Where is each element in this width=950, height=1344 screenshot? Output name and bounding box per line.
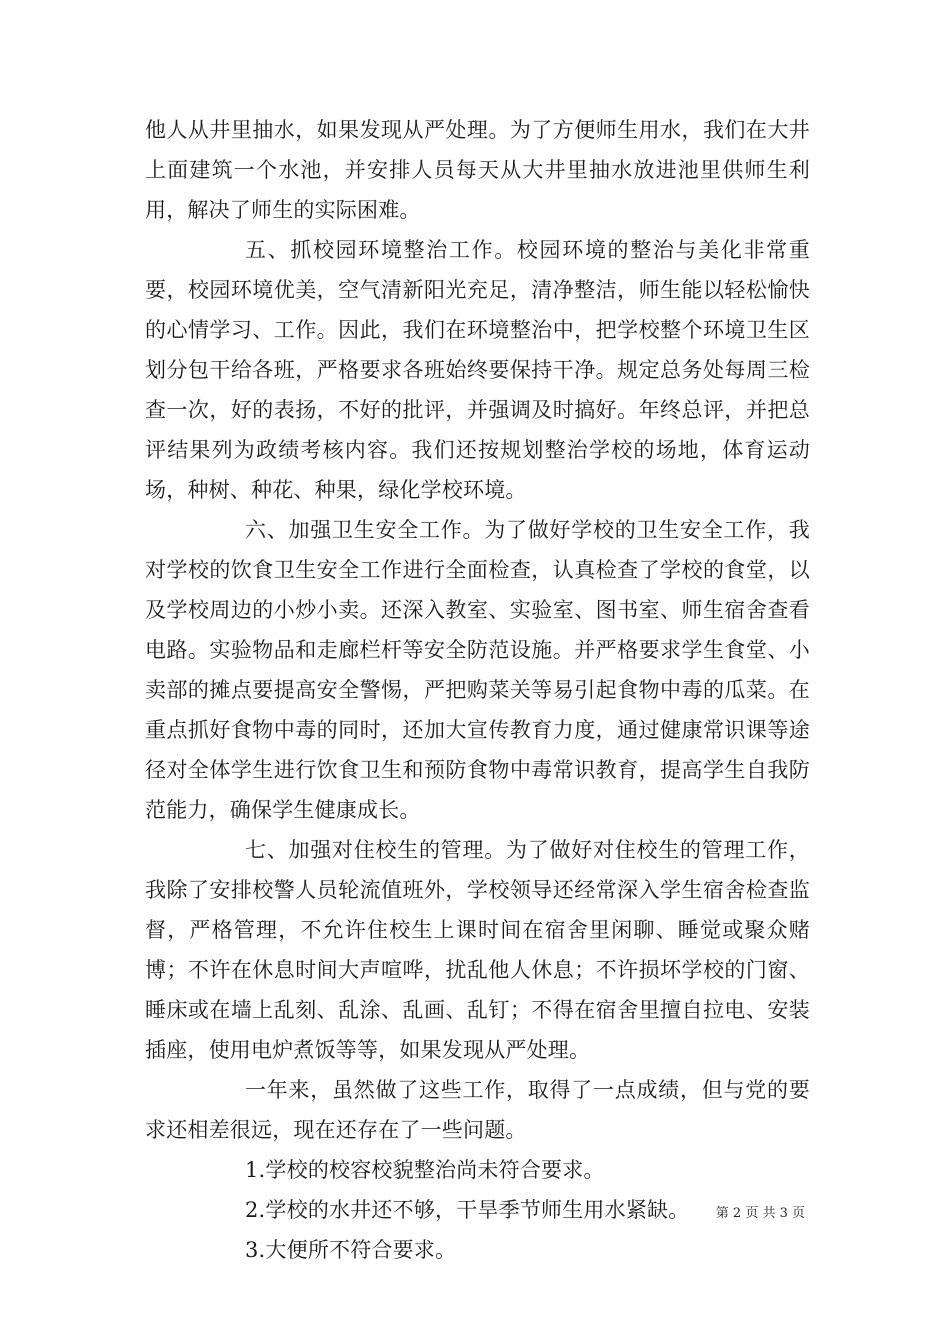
list-item: 1.学校的校容校貌整治尚未符合要求。 — [245, 1158, 605, 1182]
page-number-footer: 第 2 页 共 3 页 — [715, 1206, 805, 1221]
document-body — [145, 110, 810, 1270]
paragraph-boarding-students: 七、加强对住校生的管理。为了做好对住校生的管理工作，我除了安排校警人员轮流值班外，学校领导还经常深入学生宿舍检查监督，严格管理，不允许住校生上课时间在宿舍里闲聊、睡觉或聚众赌博；不许在休息时间大声喧哗，扰乱他人休息；不许损坏学校的门窗、睡床或在墙上乱刻、乱涂、乱画、乱钉；不得在宿舍里擅自拉电、安装插座，使用电炉煮饭等等，如果发现从严处理。 — [145, 838, 810, 1062]
paragraph-environment: 五、抓校园环境整治工作。校园环境的整治与美化非常重要，校园环境优美，空气清新阳光充足，清净整洁，师生能以轻松愉快的心情学习、工作。因此，我们在环境整治中，把学校整个环境卫生区划分包干给各班，严格要求各班始终要保持干净。规定总务处每周三检查一次，好的表扬，不好的批评，并强调及时搞好。年终总评，并把总评结果列为政绩考核内容。我们还按规划整治学校的场地，体育运动场，种树、种花、种果，绿化学校环境。 — [145, 238, 810, 502]
list-item: 2.学校的水井还不够，干旱季节师生用水紧缺。 — [245, 1198, 690, 1222]
paragraph-continuation: 他人从井里抽水，如果发现从严处理。为了方便师生用水，我们在大井上面建筑一个水池，并安排人员每天从大井里抽水放进池里供师生利用，解决了师生的实际困难。 — [145, 118, 810, 222]
paragraph-summary: 一年来，虽然做了这些工作，取得了一点成绩，但与党的要求还相差很远，现在还存在了一些问题。 — [145, 1078, 810, 1142]
list-item: 3.大便所不符合要求。 — [245, 1238, 457, 1262]
paragraph-hygiene-safety: 六、加强卫生安全工作。为了做好学校的卫生安全工作，我对学校的饮食卫生安全工作进行全面检查，认真检查了学校的食堂，以及学校周边的小炒小卖。还深入教室、实验室、图书室、师生宿舍查看电路。实验物品和走廊栏杆等安全防范设施。并严格要求学生食堂、小卖部的摊点要提高安全警惕，严把购菜关等易引起食物中毒的瓜菜。在重点抓好食物中毒的同时，还加大宣传教育力度，通过健康常识课等途径对全体学生进行饮食卫生和预防食物中毒常识教育，提高学生自我防范能力，确保学生健康成长。 — [145, 518, 810, 822]
